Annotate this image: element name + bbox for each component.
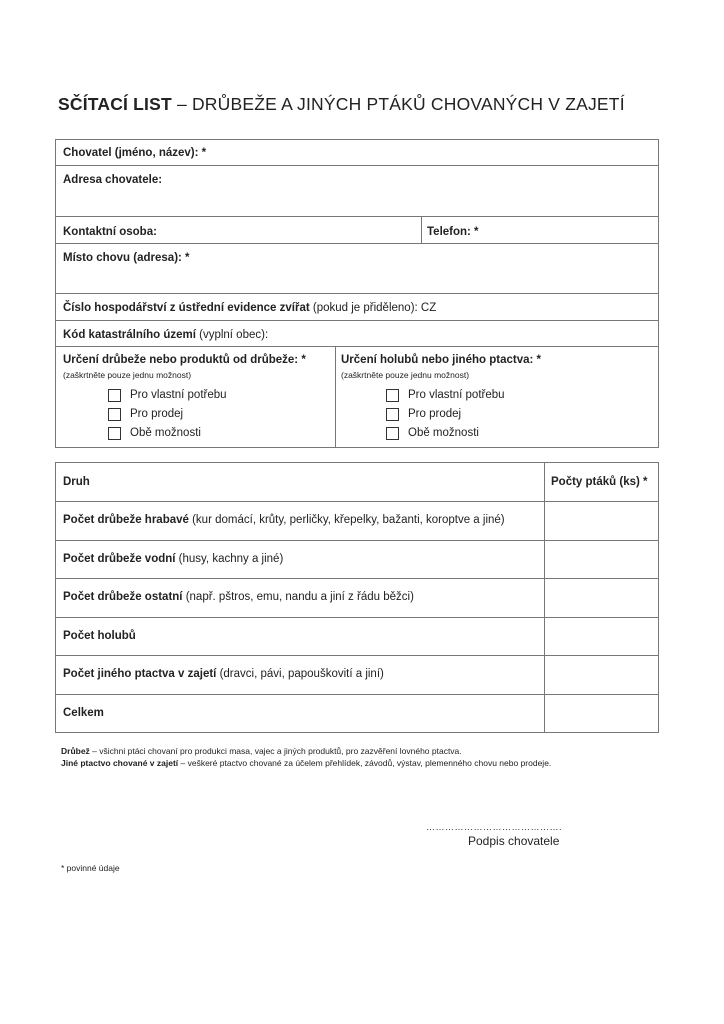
pigeon-own-use-label: Pro vlastní potřebu <box>408 389 505 401</box>
table-row-pigeons: Počet holubů <box>63 630 136 642</box>
poultry-sale-label: Pro prodej <box>130 408 184 420</box>
pigeon-both-label: Obě možnosti <box>408 427 479 439</box>
table-row-waterfowl: Počet drůbeže vodní (husy, kachny a jiné) <box>63 553 284 565</box>
breeding-place-field[interactable]: Místo chovu (adresa): * <box>63 252 190 264</box>
contact-person-field[interactable]: Kontaktní osoba: <box>63 226 157 238</box>
signature-label: Podpis chovatele <box>468 834 560 848</box>
divider <box>55 346 659 347</box>
col-header-species: Druh <box>63 476 90 488</box>
count-input-scratching-poultry[interactable] <box>545 502 658 539</box>
title-bold: SČÍTACÍ LIST <box>58 94 172 114</box>
page-title <box>58 94 625 115</box>
poultry-purpose-hint: (zaškrtněte pouze jednu možnost) <box>63 370 192 380</box>
poultry-purpose-heading: Určení drůbeže nebo produktů od drůbeže: * <box>63 354 306 366</box>
divider <box>55 243 659 244</box>
required-footnote: * povinné údaje <box>61 863 120 873</box>
pigeon-own-use-checkbox[interactable] <box>386 389 399 402</box>
signature-line[interactable]: ……………………………………. <box>426 822 563 832</box>
poultry-sale-checkbox[interactable] <box>108 408 121 421</box>
divider <box>335 346 336 448</box>
col-header-count: Počty ptáků (ks) * <box>551 476 648 488</box>
count-input-waterfowl[interactable] <box>545 541 658 577</box>
table-row-total: Celkem <box>63 707 104 719</box>
pigeon-both-checkbox[interactable] <box>386 427 399 440</box>
divider <box>55 165 659 166</box>
poultry-both-checkbox[interactable] <box>108 427 121 440</box>
divider <box>55 320 659 321</box>
table-row-other-poultry: Počet drůbeže ostatní (např. pštros, emu, nandu a jiní z řádu běžci) <box>63 591 414 603</box>
divider <box>55 293 659 294</box>
pigeon-purpose-hint: (zaškrtněte pouze jednu možnost) <box>341 370 470 380</box>
table-row-scratching-poultry: Počet drůbeže hrabavé (kur domácí, krůty, perličky, křepelky, bažanti, koroptve a jiné) <box>63 514 505 526</box>
breeder-address-field[interactable]: Adresa chovatele: <box>63 174 163 186</box>
definition-captive-birds: Jiné ptactvo chované v zajetí – veškeré ptactvo chované za účelem přehlídek, závodů, výstav, plemenného chovu nebo prodeje. <box>61 758 552 768</box>
table-row-captive-birds: Počet jiného ptactva v zajetí (dravci, pávi, papouškovití a jiní) <box>63 668 384 680</box>
farm-number-field[interactable]: Číslo hospodářství z ústřední evidence zvířat (pokud je přiděleno): CZ <box>63 302 437 314</box>
cadastral-code-field[interactable]: Kód katastrálního území (vyplní obec): <box>63 329 269 341</box>
pigeon-sale-checkbox[interactable] <box>386 408 399 421</box>
count-input-captive-birds[interactable] <box>545 656 658 693</box>
poultry-own-use-checkbox[interactable] <box>108 389 121 402</box>
title-rest: – DRŮBEŽE A JINÝCH PTÁKŮ CHOVANÝCH V ZAJETÍ <box>171 94 625 114</box>
phone-field[interactable]: Telefon: * <box>427 226 479 238</box>
poultry-own-use-label: Pro vlastní potřebu <box>130 389 227 401</box>
count-input-other-poultry[interactable] <box>545 579 658 616</box>
divider <box>421 216 422 243</box>
definition-poultry: Drůbež – všichni ptáci chovaní pro produkci masa, vajec a jiných produktů, pro zazvěření lovného ptactva. <box>61 746 462 756</box>
count-input-total[interactable] <box>545 695 658 732</box>
pigeon-purpose-heading: Určení holubů nebo jiného ptactva: * <box>341 354 541 366</box>
count-input-pigeons[interactable] <box>545 618 658 654</box>
pigeon-sale-label: Pro prodej <box>408 408 462 420</box>
breeder-name-field[interactable]: Chovatel (jméno, název): * <box>63 147 207 159</box>
poultry-both-label: Obě možnosti <box>130 427 201 439</box>
divider <box>55 216 659 217</box>
